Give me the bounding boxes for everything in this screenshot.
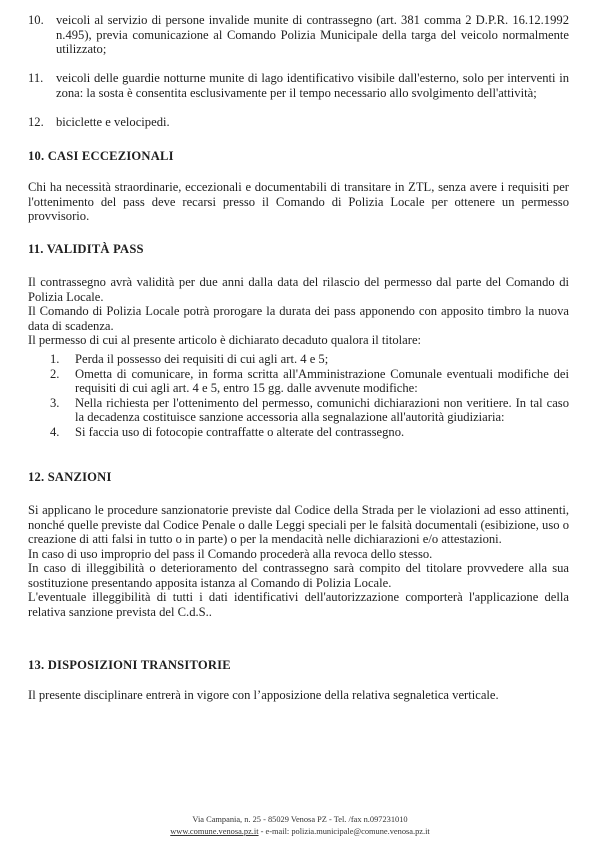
paragraph: Il Comando di Polizia Locale potrà prorogare la durata dei pass apponendo con apposito timbro la nuova data di scadenza. — [28, 304, 569, 333]
list-item — [50, 367, 569, 396]
list-item-text: Perda il possesso dei requisiti di cui agli art. 4 e 5; — [75, 352, 329, 366]
list-item-number: 12. — [28, 115, 44, 129]
section-text-casi-eccezionali — [28, 180, 569, 224]
list-item — [28, 71, 569, 115]
section-heading-casi-eccezionali: 10. CASI ECCEZIONALI — [28, 149, 174, 163]
paragraph: In caso di illeggibilità o deterioramento del contrassegno sarà compito del titolare provvedere alla sua sostituzione presentando apposita istanza al Comando di Polizia Locale. — [28, 561, 569, 590]
section-text-sanzioni — [28, 503, 569, 619]
list-item — [28, 115, 569, 130]
footer-contacts — [0, 826, 600, 838]
section-text-validita-pass — [28, 275, 569, 348]
list-item-text: biciclette e velocipedi. — [56, 115, 170, 129]
list-item-number: 1. — [50, 352, 60, 366]
section-text-disposizioni-transitorie — [28, 688, 569, 703]
list-item-number: 10. — [28, 13, 44, 27]
list-item-number: 3. — [50, 395, 60, 410]
list-item — [28, 13, 569, 71]
list-item-number: 2. — [50, 366, 60, 381]
paragraph: Il contrassegno avrà validità per due anni dalla data del rilascio del permesso dal parte del Comando di Polizia Locale. — [28, 275, 569, 304]
paragraph: L'eventuale illeggibilità di tutti i dati identificativi dell'autorizzazione comporterà l'applicazione della relativa sanzione prevista del C.d.S.. — [28, 590, 569, 619]
list-item-number: 11. — [28, 71, 44, 85]
paragraph: In caso di uso improprio del pass il Comando procederà alla revoca dello stesso. — [28, 546, 433, 561]
list-item — [50, 425, 569, 440]
footer-address: Via Campania, n. 25 - 85029 Venosa PZ - Tel. /fax n.097231010 — [192, 815, 408, 824]
list-item-number: 4. — [50, 424, 60, 439]
list-item-text: veicoli al servizio di persone invalide munite di contrassegno (art. 381 comma 2 D.P.R. 16.12.1992 n.495), previa comunicazione al Comando Polizia Municipale della targa del veicolo normalmente utilizzato; — [56, 13, 569, 56]
page-footer — [0, 814, 600, 838]
vehicle-exemptions-list — [28, 13, 569, 130]
list-item-text: Si faccia uso di fotocopie contraffatte o alterate del contrassegno. — [75, 424, 405, 439]
list-item-text: Nella richiesta per l'ottenimento del permesso, comunichi dichiarazioni non veritiere. In tal caso la decadenza costituisce sanzione accessoria alla segnalazione all'autorità giudiziaria: — [75, 395, 569, 424]
section-heading-sanzioni: 12. SANZIONI — [28, 470, 112, 484]
footer-email: - e-mail: polizia.municipale@comune.venosa.pz.it — [258, 827, 430, 836]
paragraph: Si applicano le procedure sanzionatorie previste dal Codice della Strada per le violazioni ad esso attinenti, nonché quelle previste dal Codice Penale o dalle Leggi speciali per le falsità documentali (esibizione, uso o creazione di atti falsi in tutto o in parte) o per la mendacità nelle dichiarazioni e/o attestazioni. — [28, 503, 569, 546]
list-item — [50, 352, 569, 367]
section-heading-validita-pass: 11. VALIDITÀ PASS — [28, 242, 144, 256]
list-item — [50, 396, 569, 425]
decadenza-conditions-list — [50, 352, 569, 439]
website-link[interactable]: www.comune.venosa.pz.it — [170, 827, 259, 836]
list-item-text: veicoli delle guardie notturne munite di lago identificativo visibile dall'esterno, solo per interventi in zona: la sosta è consentita esclusivamente per il tempo necessario allo svolgimento dell'attività; — [56, 71, 569, 100]
section-heading-disposizioni-transitorie: 13. DISPOSIZIONI TRANSITORIE — [28, 658, 231, 672]
list-item-text: Ometta di comunicare, in forma scritta all'Amministrazione Comunale eventuali modifiche dei requisiti di cui agli art. 4 e 5, entro 15 gg. dalle avvenute modifiche: — [75, 366, 569, 395]
paragraph: Il permesso di cui al presente articolo è dichiarato decaduto qualora il titolare: — [28, 333, 422, 347]
paragraph: Il presente disciplinare entrerà in vigore con l’apposizione della relativa segnaletica verticale. — [28, 688, 499, 702]
paragraph: Chi ha necessità straordinarie, eccezionali e documentabili di transitare in ZTL, senza avere i requisiti per l'ottenimento del pass deve recarsi presso il Comando di Polizia Locale per ottenere un permesso provvisorio. — [28, 180, 569, 223]
